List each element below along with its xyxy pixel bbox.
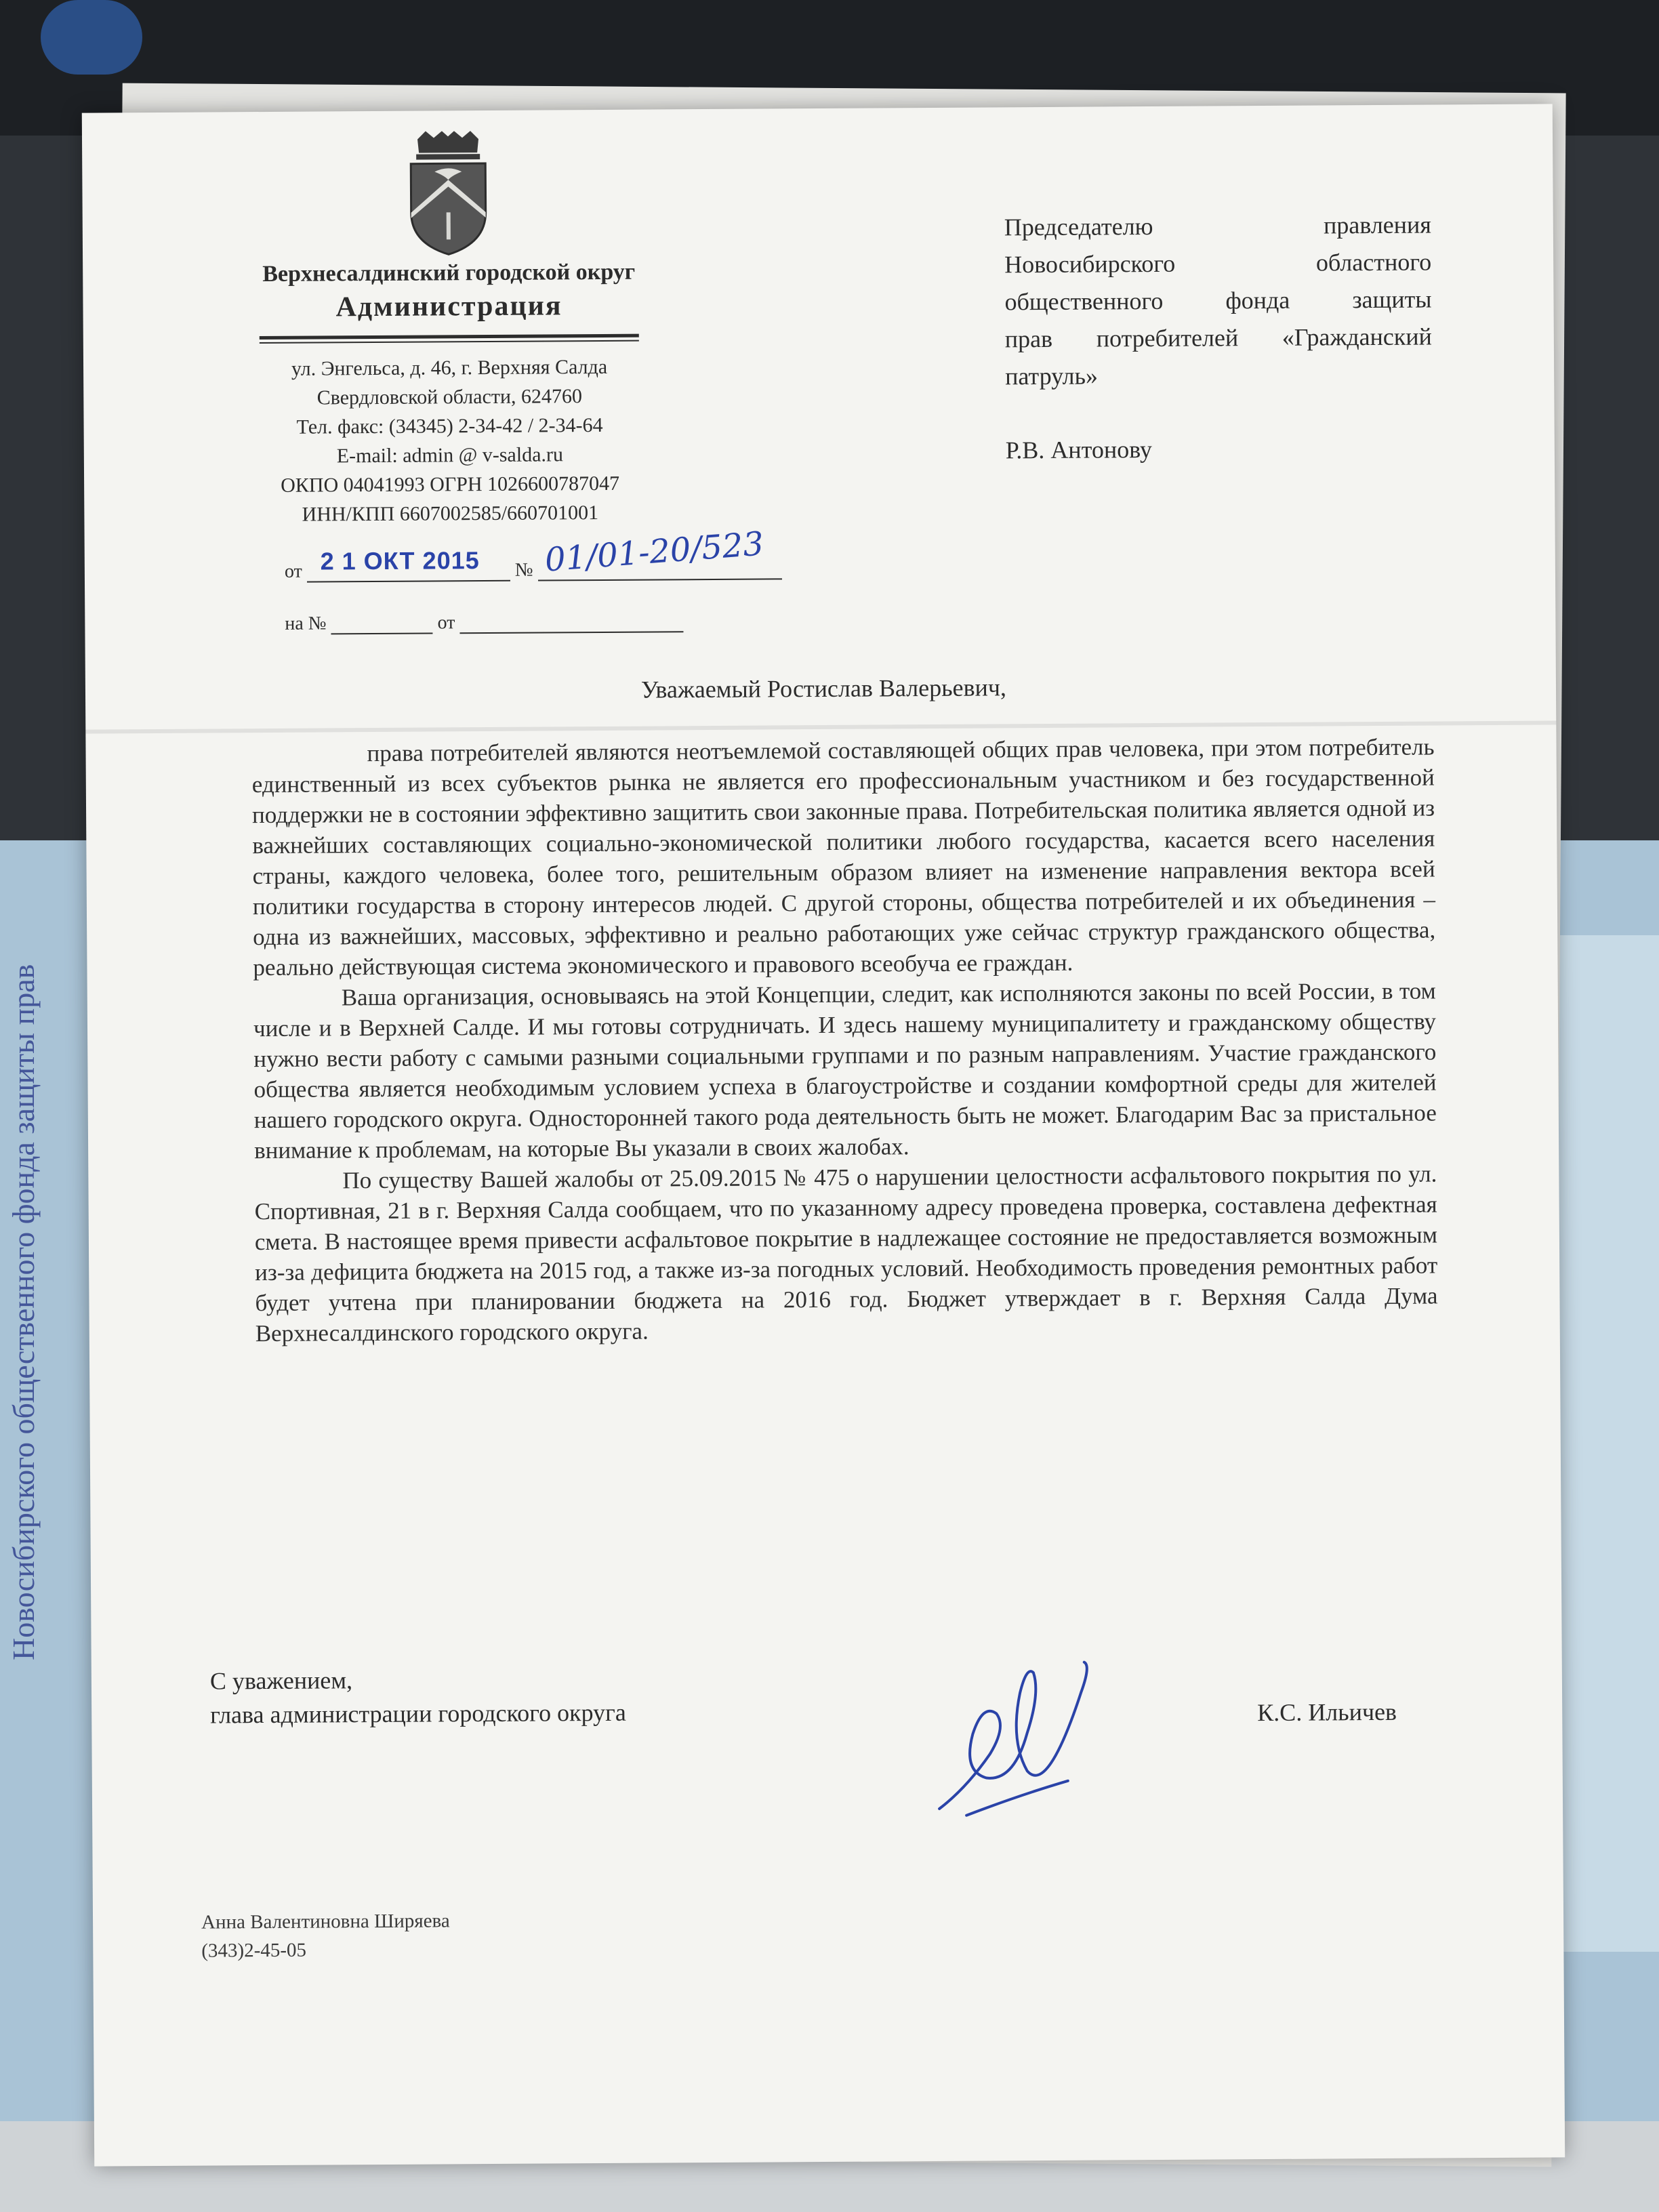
reply-from-label: от	[437, 612, 455, 634]
paper-clip	[41, 0, 142, 75]
number-field	[537, 525, 781, 581]
executor-name: Анна Валентиновна Ширяева	[201, 1910, 450, 1933]
registration-row	[284, 525, 782, 582]
address-line: ул. Энгельса, д. 46, г. Верхняя Салда	[291, 355, 608, 380]
letterhead-rule-thin	[260, 340, 639, 344]
addressee-line: прав потребителей «Гражданский	[1004, 323, 1432, 353]
signature-icon	[925, 1652, 1103, 1830]
addressee-line: Новосибирского областного	[1004, 248, 1432, 279]
body-paragraph: По существу Вашей жалобы от 25.09.2015 № 475 о нарушении целостности асфальтового покрытия по ул. Спортивная, 21 в г. Верхняя Салда сообщаем, что по указанному адресу проведена проверка, составлена дефектная смета. В настоящее время привести асфальтовое покрытие в надлежащее состояние не предоставляется возможным из-за дефицита бюджета на 2015 год, а также из-за погодных условий. Необходимость проведения ремонтных работ будет учтена при планировании бюджета на 2016 год. Бюджет утверждает в г. Верхняя Салда Дума Верхнесалдинского городского округа.	[254, 1160, 1438, 1347]
addressee-line: патруль»	[1005, 362, 1099, 390]
address-line: Свердловской области, 624760	[316, 385, 583, 409]
reply-number-label: на №	[285, 613, 327, 634]
coat-of-arms-icon	[404, 131, 493, 257]
addressee-line: Председателю правления	[1004, 211, 1431, 241]
body-paragraph: Ваша организация, основываясь на этой Концепции, следит, как исполняются законы по всей России, в том числе и в Верхней Салде. И мы готовы сотрудничать. И здесь нашему муниципалитету и гражданскому обществу нужно вести работу с самыми разными социальными группами и по разным направлениям. Участие гражданского общества является необходимым условием успеха в благоустройстве и создании комфортной среды для жителей нашего городского округа. Односторонней такого рода деятельность быть не может. Благодарим Вас за пристальное внимание к проблемам, на которые Вы указали в своих жалобах.	[253, 977, 1437, 1164]
reply-row	[285, 611, 683, 635]
addressee-block	[1004, 206, 1433, 395]
okpo-ogrn-line: ОКПО 04041993 ОГРН 1026600787047	[281, 472, 620, 497]
reply-number-field	[331, 613, 432, 635]
closing-position: глава администрации городского округа	[210, 1698, 626, 1729]
from-label: от	[284, 560, 302, 582]
addressee-line: общественного фонда защиты	[1004, 285, 1432, 316]
reply-date-field	[459, 611, 683, 634]
outgoing-number: 01/01-20/523	[543, 525, 765, 579]
executor-block	[201, 1906, 450, 1965]
letterhead	[258, 130, 640, 529]
addressee-name: Р.В. Антонову	[1005, 436, 1153, 464]
closing-regards: С уважением,	[209, 1666, 353, 1695]
letterhead-rule	[260, 334, 639, 340]
organization-name: Администрация	[335, 290, 562, 323]
inn-kpp-line: ИНН/КПП 6607002585/660701001	[302, 501, 599, 526]
number-label: №	[514, 559, 533, 581]
background-side-text: Новосибирского общественного фонда защиты прав	[6, 964, 41, 1660]
letter-body	[251, 731, 1437, 1349]
signer-name: К.С. Ильичев	[1257, 1698, 1397, 1727]
email-line: E-mail: admin @ v-salda.ru	[336, 443, 564, 468]
executor-phone: (343)2-45-05	[201, 1939, 307, 1962]
phone-line: Тел. факс: (34345) 2-34-42 / 2-34-64	[296, 413, 603, 438]
salutation: Уважаемый Ростислав Валерьевич,	[640, 674, 1007, 703]
date-field	[307, 546, 510, 583]
date-stamp: 2 1 ОКТ 2015	[320, 546, 480, 575]
letter-page	[82, 104, 1565, 2166]
district-name: Верхнесалдинский городской округ	[262, 259, 636, 287]
closing-block	[210, 1662, 626, 1732]
body-paragraph: права потребителей являются неотъемлемой составляющей общих прав человека, при этом потребитель единственный из всех субъектов рынка не является его профессиональным участником и без государственной поддержки не в состоянии эффективно защитить свои законные права. Потребительская политика является одной из важнейших составляющих социально-экономической политики любого государства, касается всего населения страны, каждого человека, более того, решительным образом влияет на изменение направления вектора всей политики государства в сторону интересов людей. С другой стороны, общества потребителей и их объединения – одна из важнейших, массовых, эффективно и реально работающих уже сейчас структур гражданского общества, реально действующая система экономического и правового всеобуча ее граждан.	[251, 733, 1436, 981]
